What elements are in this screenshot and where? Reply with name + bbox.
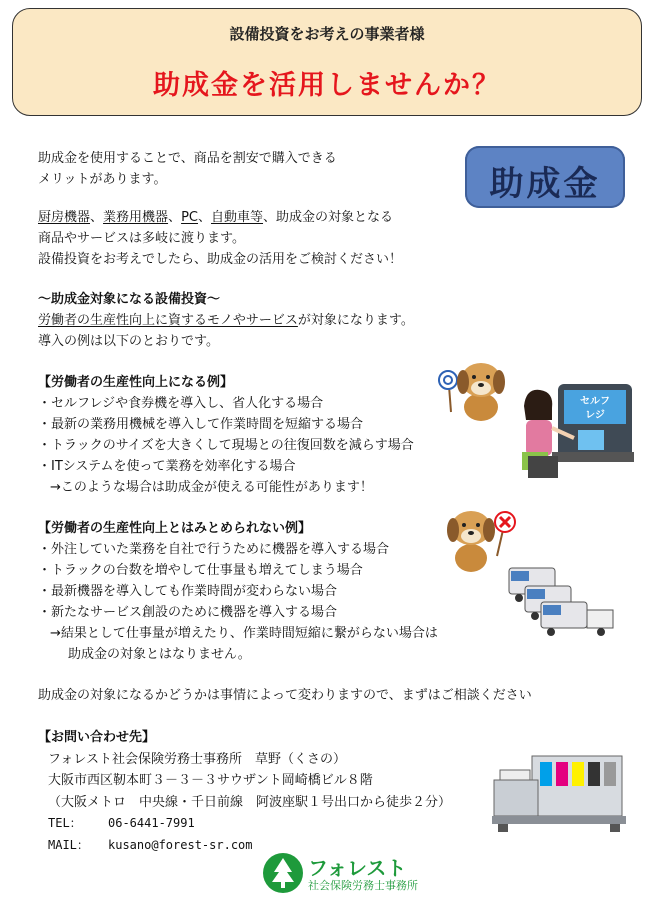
targets-line-3: 設備投資をお考えでしたら、助成金の活用をご検討ください！: [38, 252, 403, 267]
list-item: ・外注していた業務を自社で行うために機器を導入する場合: [38, 542, 390, 557]
self-register-icon: [512, 380, 636, 480]
good-examples-heading: 【労働者の生産性向上になる例】: [38, 375, 234, 390]
list-item: ・ITシステムを使って業務を効率化する場合: [38, 459, 296, 474]
header-title: 助成金を活用しませんか？: [153, 70, 501, 101]
dog-ok-sign-icon: [437, 352, 507, 427]
logo-subtitle: 社会保険労務士事務所: [308, 879, 418, 892]
list-item: ・最新の業務用機械を導入して作業時間を短縮する場合: [38, 417, 364, 432]
separator: 、: [90, 210, 104, 225]
printing-machine-icon: [492, 748, 626, 834]
targets-paragraph: [38, 207, 402, 270]
mail-value[interactable]: kusano@forest-sr.com: [108, 837, 253, 852]
bad-examples-note-1: →結果として仕事量が増えたり、作業時間短縮に繋がらない場合は: [50, 626, 438, 641]
contact-tel: [38, 813, 451, 835]
targets-line-2: 商品やサービスは多岐に渡ります。: [38, 231, 245, 246]
scope-rest: が対象になります。: [297, 313, 414, 328]
subsidy-badge: [465, 146, 625, 208]
list-item: ・トラックのサイズを大きくして現場との往復回数を減らす場合: [38, 438, 414, 453]
list-item: ・最新機器を導入しても作業時間が変わらない場合: [38, 584, 338, 599]
intro-line-1: 助成金を使用することで、商品を割安で購入できる: [38, 151, 337, 166]
separator: 、: [168, 210, 182, 225]
logo-name: フォレスト: [308, 856, 407, 880]
contact-address: 大阪市西区靭本町３－３－３サウザント岡崎橋ビル８階: [48, 773, 373, 788]
header-banner: [12, 8, 642, 116]
list-item: ・セルフレジや食券機を導入し、省人化する場合: [38, 396, 324, 411]
list-item: ・新たなサービス創設のために機器を導入する場合: [38, 605, 338, 620]
contact-office: フォレスト社会保険労務士事務所 草野（くさの）: [48, 751, 346, 767]
mail-label: MAIL：: [48, 837, 89, 852]
contact-access: （大阪メトロ 中央線・千日前線 阿波座駅１号出口から徒歩２分）: [48, 794, 452, 810]
good-examples: [38, 372, 414, 498]
tel-label: TEL：: [48, 816, 82, 830]
separator: 、: [197, 210, 211, 225]
intro-line-2: メリットがあります。: [38, 172, 167, 187]
target-item: PC: [181, 210, 198, 225]
scope-line-1: [38, 310, 414, 331]
scope-line-2: 導入の例は以下のとおりです。: [38, 334, 219, 349]
target-item: 業務用機器: [103, 210, 169, 225]
bad-examples-heading: 【労働者の生産性向上とはみとめられない例】: [38, 521, 312, 536]
bad-examples: [38, 518, 438, 665]
targets-tail: 、助成金の対象となる: [263, 210, 394, 225]
svg-text:セルフ: セルフ: [580, 396, 610, 407]
scope-underlined: 労働者の生産性向上に資するモノやサービス: [38, 313, 298, 328]
trucks-icon: [505, 562, 625, 642]
contact-block: [38, 727, 451, 856]
subsidy-badge-label: 助成金: [489, 164, 601, 204]
consult-text: 助成金の対象になるかどうかは事情によって変わりますので、まずはご相談ください: [38, 688, 532, 703]
intro-paragraph: [38, 148, 337, 190]
scope-heading: ～助成金対象になる設備投資～: [38, 292, 221, 307]
contact-heading: 【お問い合わせ先】: [38, 730, 156, 745]
tel-value[interactable]: 06-6441-7991: [108, 816, 195, 830]
tree-logo-icon: [262, 852, 304, 894]
bad-examples-note-2: 助成金の対象とはなりません。: [68, 647, 251, 662]
svg-text:レジ: レジ: [585, 410, 605, 421]
forest-logo: [262, 852, 422, 894]
target-item: 厨房機器: [38, 210, 91, 225]
targets-line-1: [38, 207, 402, 228]
target-item: 自動車等: [211, 210, 264, 225]
header-subtitle: 設備投資をお考えの事業者様: [229, 25, 425, 43]
good-examples-note: →このような場合は助成金が使える可能性があります！: [50, 480, 373, 495]
list-item: ・トラックの台数を増やして仕事量も増えてしまう場合: [38, 563, 363, 578]
scope-paragraph: [38, 289, 414, 352]
